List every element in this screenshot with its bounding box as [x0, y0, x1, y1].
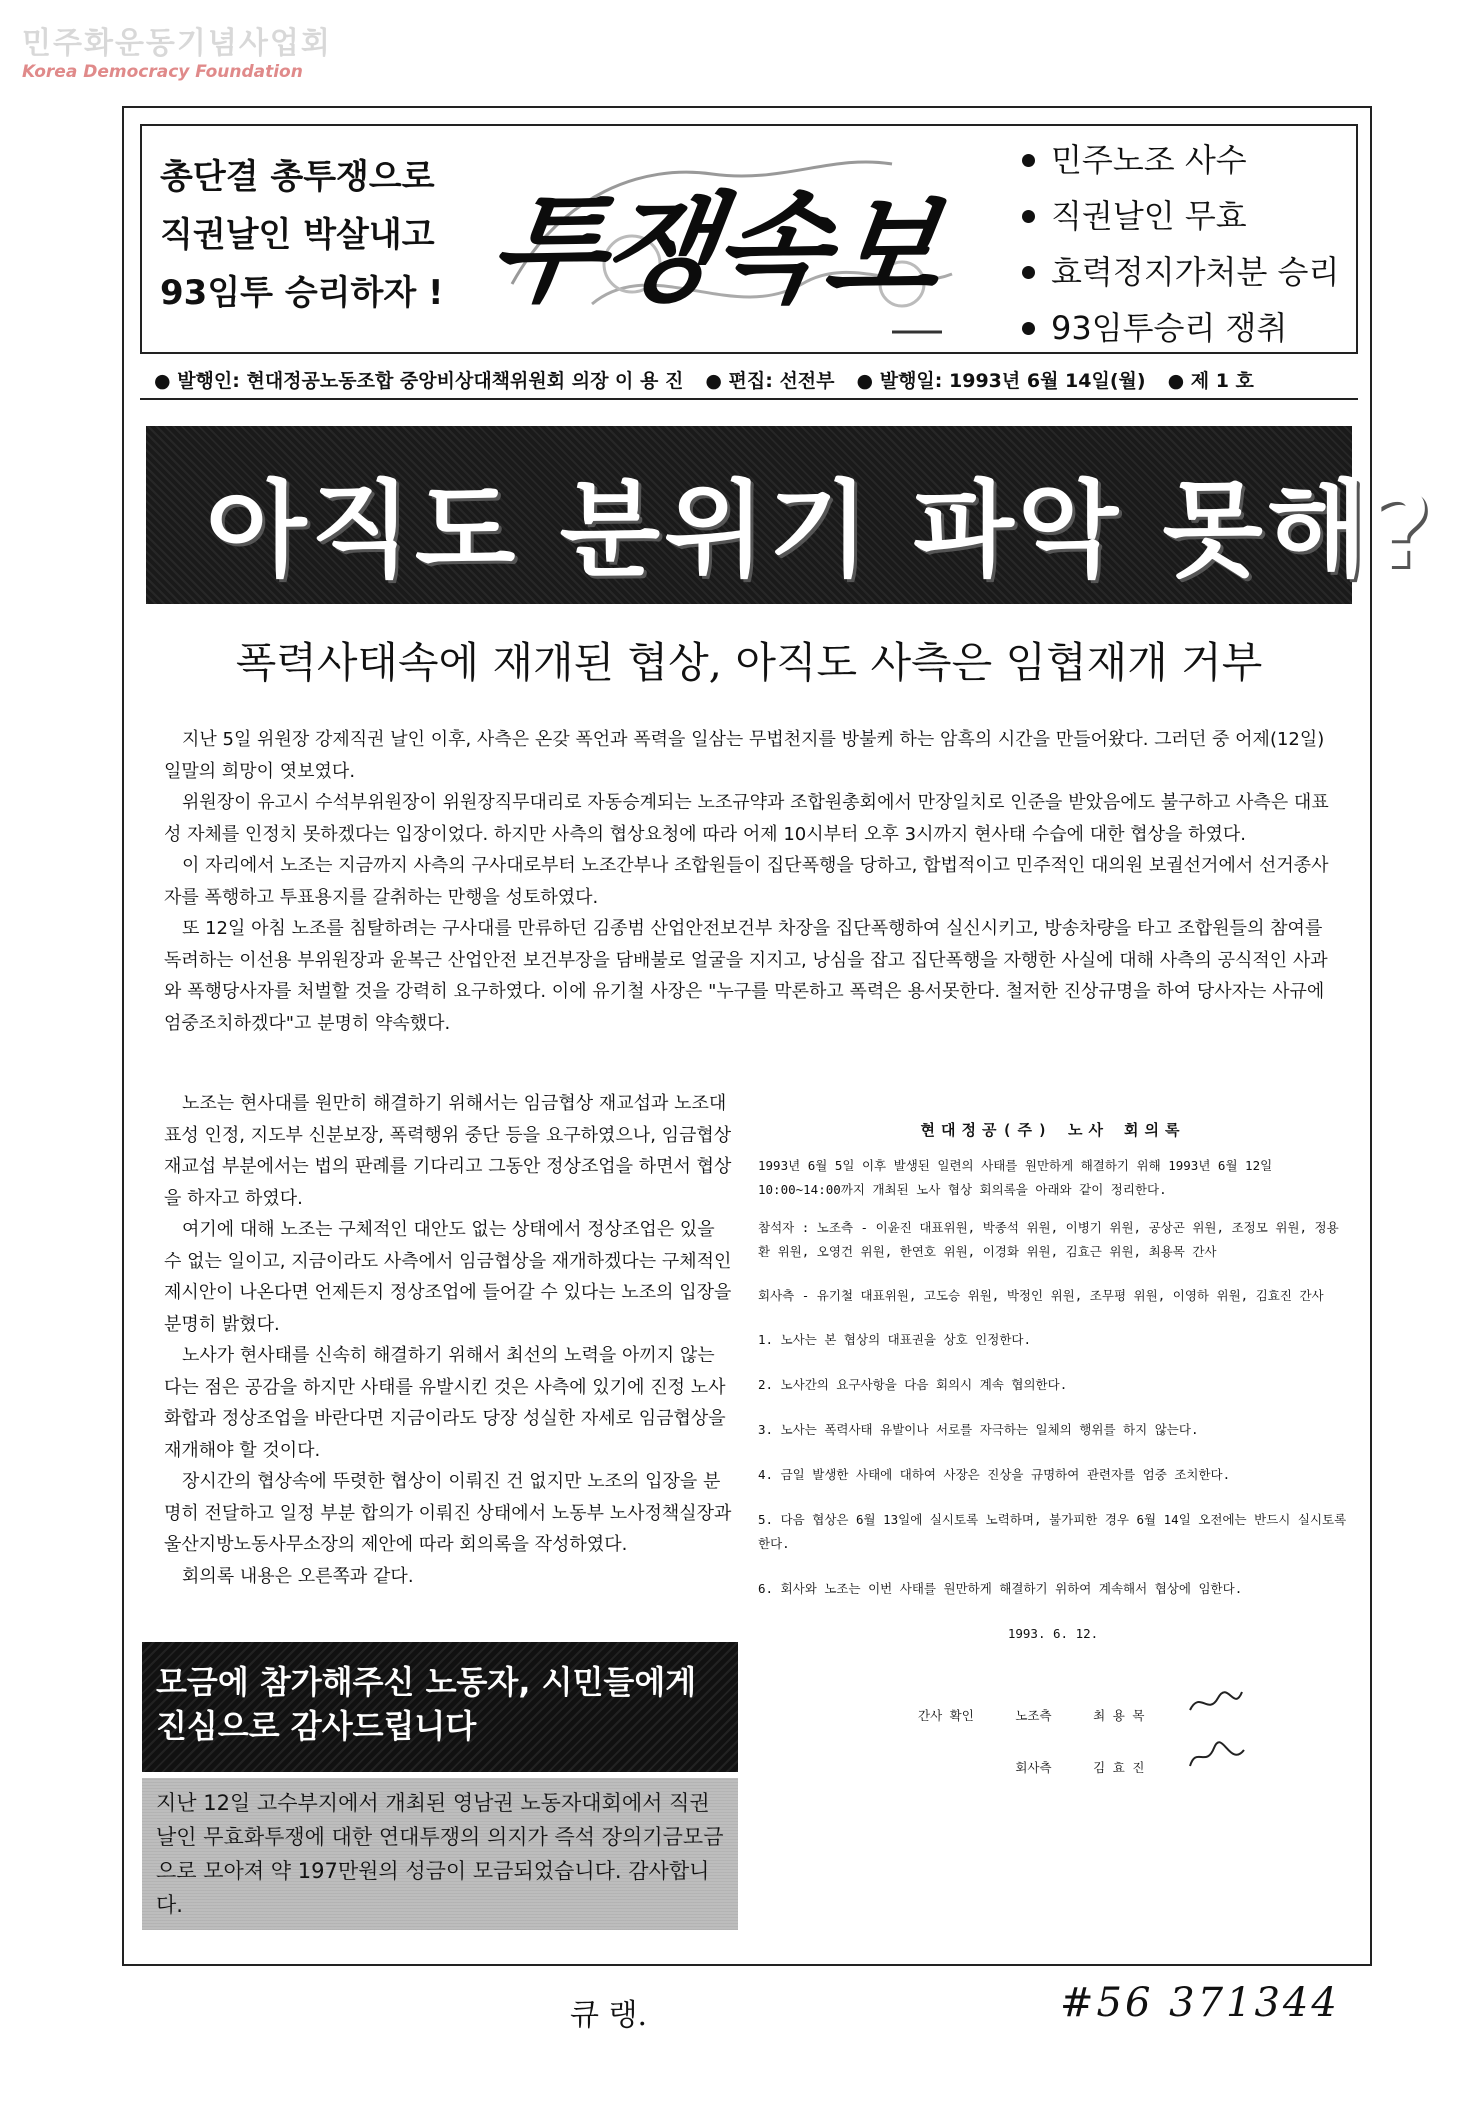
donation-title-line: 진심으로 감사드립니다	[156, 1707, 477, 1745]
donation-banner	[142, 1642, 738, 1772]
bullet-dot-icon	[1022, 210, 1035, 223]
lead-article	[164, 724, 1336, 1039]
minutes-item: 2. 노사간의 요구사항을 다음 회의시 계속 협의한다.	[758, 1377, 1068, 1392]
bullet-item	[1022, 300, 1352, 356]
headline: 아직도 분위기 파악 못해?	[206, 469, 1436, 591]
publisher: ● 발행인: 현대정공노동조합 중앙비상대책위원회 의장 이 용 진	[154, 369, 684, 392]
issue-number: ● 제 1 호	[1167, 369, 1254, 392]
slogan-line: 직권날인 박살내고	[160, 215, 435, 255]
bullet-dot-icon	[1022, 322, 1035, 335]
article-paragraph: 장시간의 협상속에 뚜렷한 협상이 이뤄진 건 없지만 노조의 입장을 분명히 전달하고 일정 부분 합의가 이뤄진 상태에서 노동부 노사정책실장과 울산지방노동사무소장의 제안에 따라 회의록을 작성하였다.	[164, 1471, 732, 1555]
article-paragraph: 위원장이 유고시 수석부위원장이 위원장직무대리로 자동승계되는 노조규약과 조합원총회에서 만장일치로 인준을 받았음에도 불구하고 사측은 대표성 자체를 인정치 못하겠다는 입장이었다. 하지만 사측의 협상요청에 따라 어제 10시부터 오후 3시까지 현사태 수습에 대한 협상을 하였다.	[164, 792, 1329, 845]
bullet-text: 직권날인 무효	[1051, 197, 1247, 235]
slogan-left	[160, 148, 460, 322]
bullet-item	[1022, 132, 1352, 188]
handwritten-note: 큐 랭.	[570, 1998, 648, 2033]
bullet-text: 민주노조 사수	[1051, 141, 1247, 179]
subheadline: 폭력사태속에 재개된 협상, 아직도 사측은 임협재개 거부	[235, 638, 1263, 687]
bullet-text: 93임투승리 쟁취	[1051, 309, 1288, 347]
donation-title-line: 모금에 참가해주신 노동자, 시민들에게	[156, 1663, 697, 1701]
editor: ● 편집: 선전부	[705, 369, 835, 392]
signature-block	[918, 1686, 1348, 1790]
article-paragraph: 여기에 대해 노조는 구체적인 대안도 없는 상태에서 정상조업은 있을 수 없는 일이고, 지금이라도 사측에서 임금협상을 재개하겠다는 구체적인 제시안이 나온다면 언제든지 정상조업에 들어갈 수 있다는 노조의 입장을 분명히 밝혔다.	[164, 1219, 732, 1335]
minutes-item: 6. 회사와 노조는 이번 사태를 원만하게 해결하기 위하여 계속해서 협상에 임한다.	[758, 1581, 1243, 1596]
slogan-line: 93임투 승리하자 !	[160, 273, 444, 313]
article-paragraph: 지난 5일 위원장 강제직권 날인 이후, 사측은 온갖 폭언과 폭력을 일삼는 무법천지를 방불케 하는 암흑의 시간을 만들어왔다. 그러던 중 어제(12일) 일말의 희망이 엿보였다.	[164, 729, 1325, 782]
article-paragraph: 노조는 현사대를 원만히 해결하기 위해서는 임금협상 재교섭과 노조대표성 인정, 지도부 신분보장, 폭력행위 중단 등을 요구하였으나, 임금협상 재교섭 부분에서는 법의 판례를 기다리고 그동안 정상조업을 하면서 협상을 하자고 하였다.	[164, 1093, 732, 1209]
signature-scribble-icon	[1186, 1738, 1246, 1772]
watermark-korean: 민주화운동기념사업회	[22, 26, 332, 61]
union-signer: 최 용 목	[1093, 1708, 1145, 1723]
minutes-intro: 1993년 6월 5일 이후 발생된 일련의 사태를 원만하게 해결하기 위해 1993년 6월 12일 10:00~14:00까지 개최된 노사 협상 회의록을 아래와 같이 정리한다.	[758, 1158, 1273, 1197]
company-side-label: 회사측	[1015, 1760, 1052, 1775]
union-side-label: 노조측	[1015, 1708, 1052, 1723]
publication-info	[140, 360, 1358, 400]
bullet-text: 효력정지가처분 승리	[1051, 253, 1340, 291]
bullets-right	[1022, 132, 1352, 356]
minutes-date: 1993. 6. 12.	[1007, 1626, 1099, 1641]
masthead	[140, 124, 1358, 354]
bullet-dot-icon	[1022, 266, 1035, 279]
bullet-item	[1022, 188, 1352, 244]
sign-label: 간사 확인	[918, 1708, 974, 1723]
minutes-item: 4. 금일 발생한 사태에 대하여 사장은 진상을 규명하여 관련자를 엄중 조치한다.	[758, 1467, 1231, 1482]
minutes-title: 현대정공(주) 노사 회의록	[920, 1121, 1186, 1139]
article-paragraph: 이 자리에서 노조는 지금까지 사측의 구사대로부터 노조간부나 조합원들이 집단폭행을 당하고, 합법적이고 민주적인 대의원 보궐선거에서 선거종사자를 폭행하고 투표용지를 갈취하는 만행을 성토하였다.	[164, 855, 1329, 908]
handwritten-code: #56 371344	[1060, 1980, 1340, 2026]
headline-banner	[146, 426, 1436, 604]
bullet-item	[1022, 244, 1352, 300]
slogan-line: 총단결 총투쟁으로	[160, 157, 435, 197]
donation-body: 지난 12일 고수부지에서 개최된 영남권 노동자대회에서 직권날인 무효화투쟁에 대한 연대투쟁의 의지가 즉석 장의기금모금으로 모아져 약 197만원의 성금이 모금되었습니다. 감사합니다.	[142, 1778, 738, 1930]
donation-title	[156, 1660, 696, 1748]
attendees-company: 회사측 - 유기철 대표위원, 고도승 위원, 박정인 위원, 조무평 위원, 이영하 위원, 김효진 간사	[758, 1288, 1324, 1303]
article-paragraph: 또 12일 아침 노조를 침탈하려는 구사대를 만류하던 김종범 산업안전보건부 차장을 집단폭행하여 실신시키고, 방송차량을 타고 조합원들의 참여를 독려하는 이선용 부위원장과 윤복근 산업안전 보건부장을 담배불로 얼굴을 지지고, 낭심을 잡고 집단폭행을 자행한 사실에 대해 사측의 공식적인 사과와 폭행당사자를 처벌할 것을 강력히 요구하였다. 이에 유기철 사장은 "누구를 막론하고 폭력은 용서못한다. 철저한 진상규명을 하여 당사자는 사규에 엄중조치하겠다"고 분명히 약속했다.	[164, 918, 1328, 1034]
left-column-article	[164, 1088, 732, 1592]
masthead-title-box	[472, 134, 992, 344]
bullet-dot-icon	[1022, 154, 1035, 167]
watermark-english: Korea Democracy Foundation	[22, 62, 303, 82]
meeting-minutes	[758, 1118, 1348, 1790]
article-paragraph: 회의록 내용은 오른쪽과 같다.	[182, 1565, 414, 1587]
signature-scribble-icon	[1186, 1686, 1246, 1720]
article-paragraph: 노사가 현사태를 신속히 해결하기 위해서 최선의 노력을 아끼지 않는다는 점은 공감을 하지만 사태를 유발시킨 것은 사측에 있기에 진정 노사화합과 정상조업을 바란다면 지금이라도 당장 성실한 자세로 임금협상을 재개해야 할 것이다.	[164, 1345, 726, 1461]
attendees-union: 참석자 : 노조측 - 이윤진 대표위원, 박종석 위원, 이병기 위원, 공상곤 위원, 조정모 위원, 정용환 위원, 오영건 위원, 한연호 위원, 이경화 위원, 김효근 위원, 최용목 간사	[758, 1220, 1339, 1259]
masthead-title: 투쟁속보	[480, 180, 949, 318]
minutes-item: 1. 노사는 본 협상의 대표권을 상호 인정한다.	[758, 1332, 1032, 1347]
minutes-item: 5. 다음 협상은 6월 13일에 실시토록 노력하며, 불가피한 경우 6월 14일 오전에는 반드시 실시토록 한다.	[758, 1512, 1347, 1551]
minutes-item: 3. 노사는 폭력사태 유발이나 서로를 자극하는 일체의 행위를 하지 않는다.	[758, 1422, 1199, 1437]
newsletter-page	[122, 106, 1436, 1966]
company-signer: 김 효 진	[1093, 1760, 1145, 1775]
publish-date: ● 발행일: 1993년 6월 14일(월)	[856, 369, 1146, 392]
